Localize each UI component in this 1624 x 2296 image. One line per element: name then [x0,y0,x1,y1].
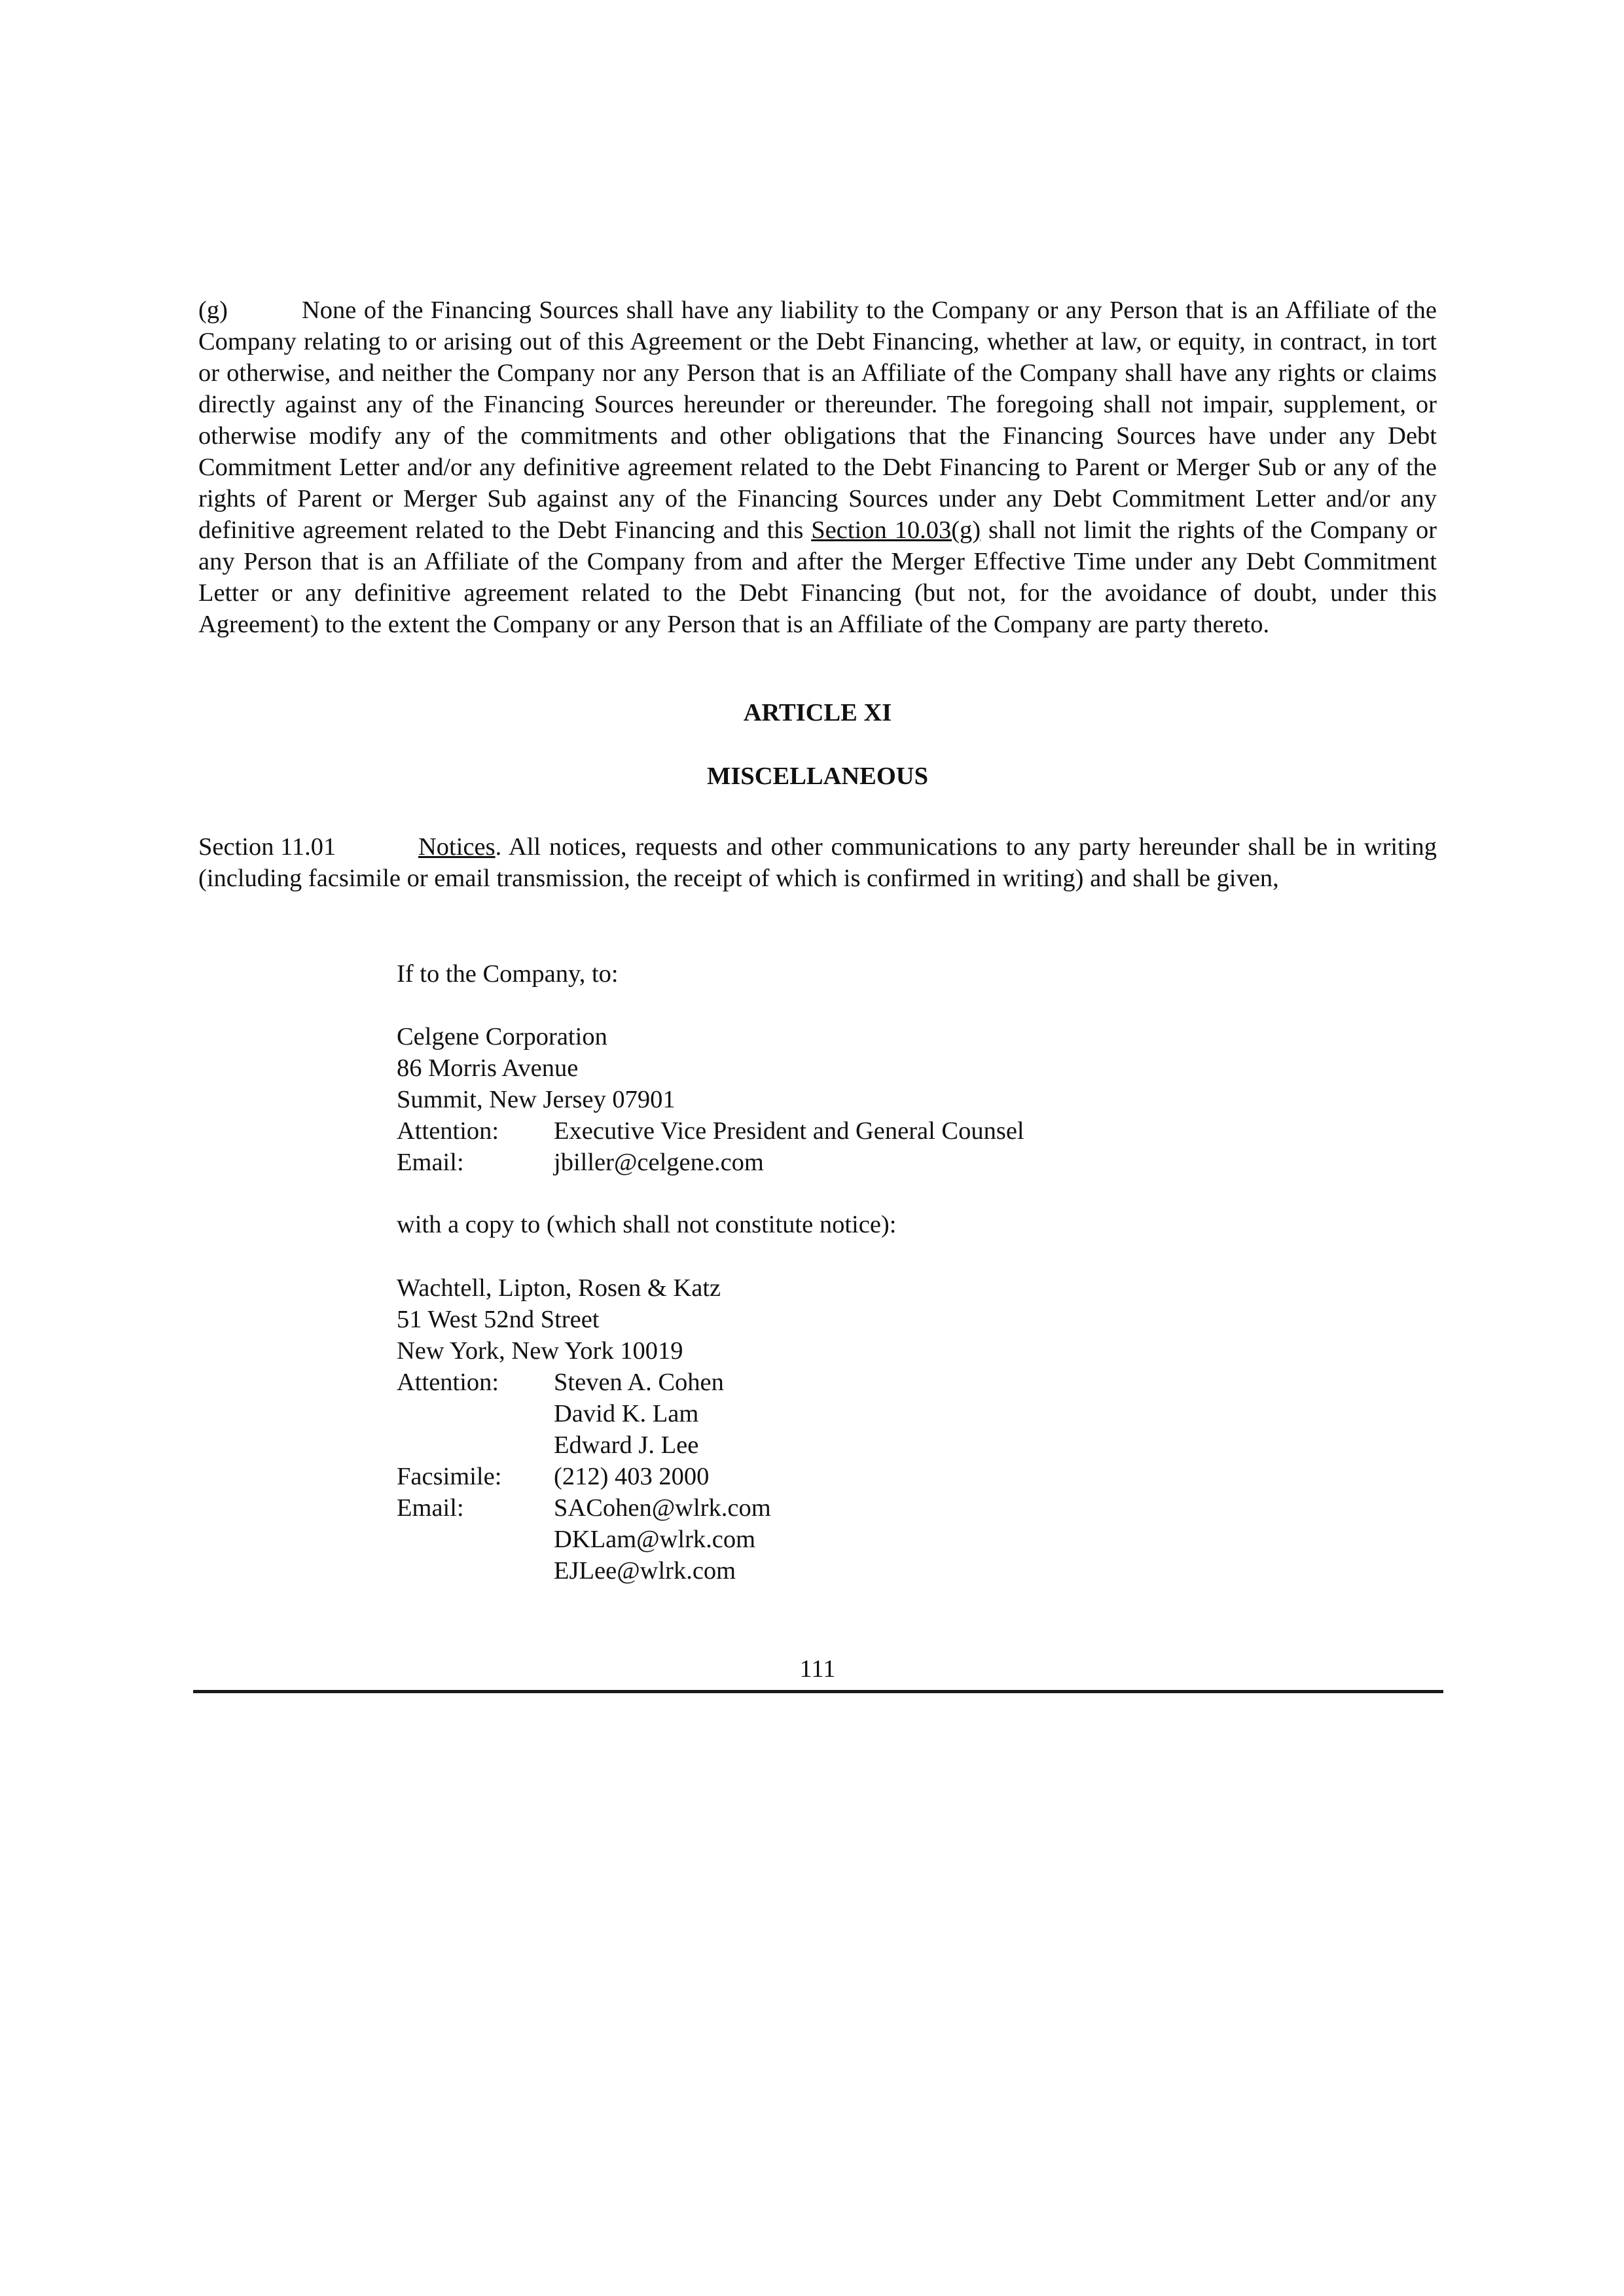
footer-rule [193,1690,1443,1693]
company-email-label: Email: [397,1149,464,1176]
company-address-line-2: Summit, New Jersey 07901 [397,1086,676,1113]
section-reference-link: Section 10.03(g) [811,516,981,544]
company-email-value: jbiller@celgene.com [554,1149,764,1176]
counsel-attention-label: Attention: [397,1369,499,1396]
section-g-label: (g) [198,296,228,324]
counsel-address-line-1: 51 West 52nd Street [397,1306,600,1333]
company-address-line-1: 86 Morris Avenue [397,1054,579,1082]
counsel-email-label: Email: [397,1494,464,1522]
company-email-row [397,1147,1024,1178]
counsel-attention-row [397,1367,771,1398]
counsel-facsimile-label: Facsimile: [397,1463,502,1490]
page-number: 111 [799,1655,836,1683]
counsel-address-line-2: New York, New York 10019 [397,1337,683,1365]
counsel-address-block [397,1272,771,1587]
counsel-facsimile-row [397,1461,771,1492]
counsel-attention-row [397,1398,771,1429]
counsel-attention-name: David K. Lam [554,1400,699,1427]
article-number: ARTICLE XI [743,699,892,726]
company-attention-label: Attention: [397,1117,499,1145]
notices-heading: Notices [418,833,496,861]
counsel-email-row [397,1524,771,1555]
copy-notice-intro: with a copy to (which shall not constitute notice): [397,1211,897,1238]
section-g-paragraph [198,295,1437,640]
counsel-attention-name: Edward J. Lee [554,1431,699,1459]
section-g-text-2: shall not limit the rights of the Company or any Person that is an Affiliate of the Company from and after the Merger Effective Time under any Debt Commitment Letter or any definitive agreement related to the Debt Financing (but not, for the avoidance of doubt, under this Agreement) to the extent the Company or any Person that is an Affiliate of the Company are party thereto. [198,516,1437,638]
company-notice-intro: If to the Company, to: [397,960,619,988]
company-name: Celgene Corporation [397,1023,607,1050]
counsel-attention-row [397,1429,771,1461]
company-attention-value: Executive Vice President and General Counsel [554,1117,1024,1145]
section-1101-paragraph [198,831,1437,894]
company-address-block [397,1021,1024,1178]
article-title: MISCELLANEOUS [706,762,929,790]
counsel-firm-name: Wachtell, Lipton, Rosen & Katz [397,1274,721,1302]
counsel-email-value: EJLee@wlrk.com [554,1557,736,1585]
counsel-facsimile-value: (212) 403 2000 [554,1463,710,1490]
counsel-email-row [397,1555,771,1587]
section-1101-text: . All notices, requests and other communications to any party hereunder shall be in writing (including facsimile or email transmission, the receipt of which is confirmed in writing) and shall be given, [198,833,1437,892]
section-1101-label: Section 11.01 [198,833,336,861]
counsel-email-row [397,1492,771,1524]
counsel-email-value: DKLam@wlrk.com [554,1526,756,1553]
counsel-attention-name: Steven A. Cohen [554,1369,724,1396]
company-attention-row [397,1115,1024,1147]
counsel-email-value: SACohen@wlrk.com [554,1494,771,1522]
section-g-text-1: None of the Financing Sources shall have any liability to the Company or any Person that is an Affiliate of the Company relating to or arising out of this Agreement or the Debt Financing, whether at law, or equity, in contract, in tort or otherwise, and neither the Company nor any Person that is an Affiliate of the Company shall have any rights or claims directly against any of the Financing Sources hereunder or thereunder. The foregoing shall not impair, supplement, or otherwise modify any of the commitments and other obligations that the Financing Sources have under any Debt Commitment Letter and/or any definitive agreement related to the Debt Financing to Parent or Merger Sub or any of the rights of Parent or Merger Sub against any of the Financing Sources under any Debt Commitment Letter and/or any definitive agreement related to the Debt Financing and this [198,296,1437,544]
